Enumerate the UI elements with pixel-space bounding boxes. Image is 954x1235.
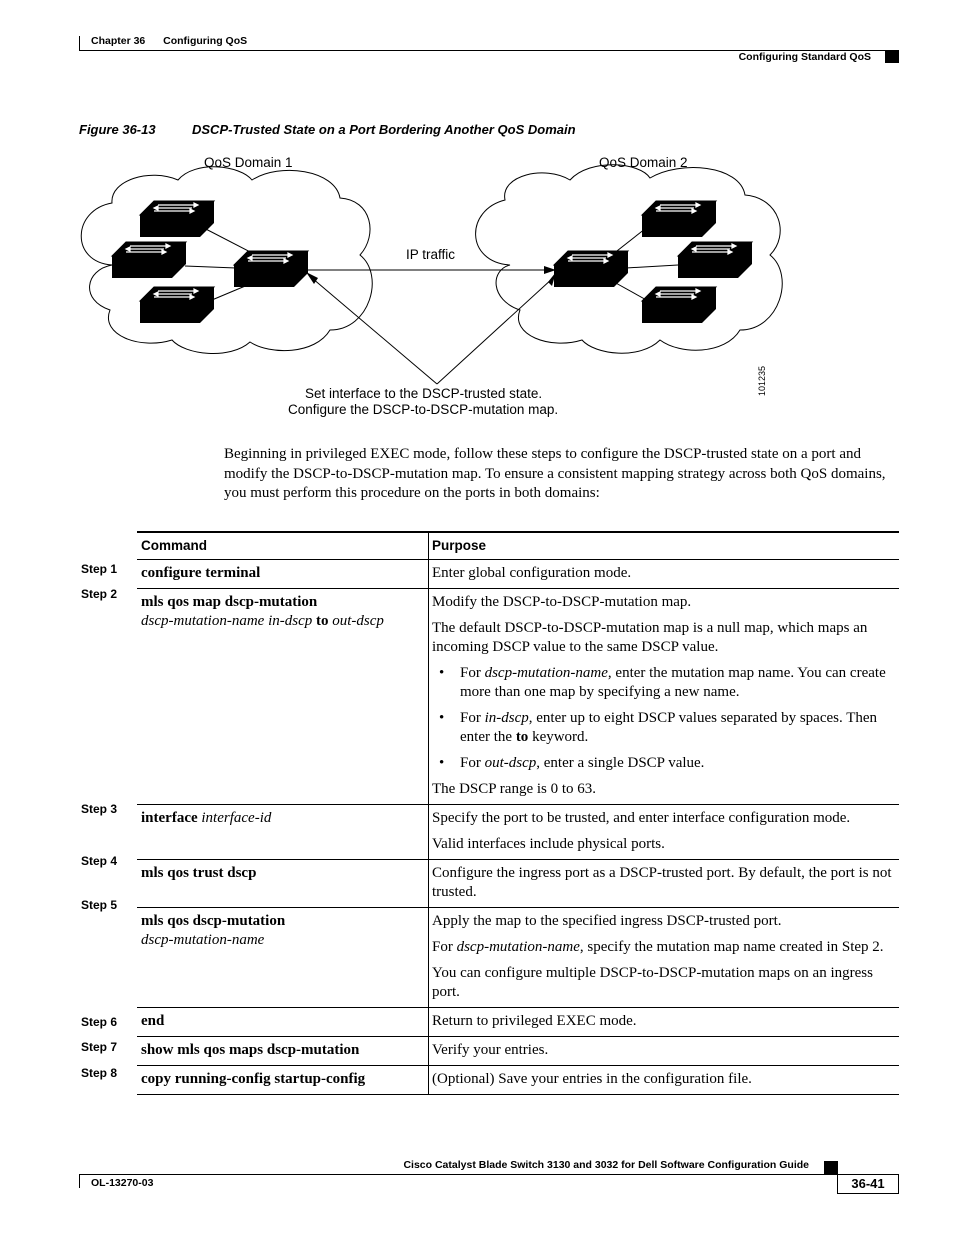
command-text: mls qos trust dscp xyxy=(141,865,257,881)
table-row xyxy=(137,908,899,1008)
purpose-text: Modify the DSCP-to-DSCP-mutation map. xyxy=(432,594,692,610)
figure-number: Figure 36-13 xyxy=(79,122,156,137)
bullet-list xyxy=(432,664,895,773)
column-header-command: Command xyxy=(137,532,429,560)
list-item: • For in-dscp, enter up to eight DSCP values separated by spaces. Then enter the to keyword. xyxy=(432,709,895,747)
purpose-text: Valid interfaces include physical ports. xyxy=(432,836,665,852)
table-row xyxy=(137,805,899,860)
purpose-text: Apply the map to the specified ingress DSCP-trusted port. xyxy=(432,913,782,929)
domain-1-label: QoS Domain 1 xyxy=(204,155,293,170)
purpose-text: For dscp-mutation-name, specify the mutation map name created in Step 2. xyxy=(432,939,884,955)
footer-left-bar xyxy=(79,1174,80,1188)
step-label: Step 3 xyxy=(81,802,118,816)
steps-table xyxy=(137,531,899,1095)
purpose-text: Enter global configuration mode. xyxy=(432,565,632,581)
step-label: Step 1 xyxy=(81,562,118,576)
callout-line-1: Set interface to the DSCP-trusted state. xyxy=(305,386,543,401)
chapter-number: Chapter 36 xyxy=(91,35,146,47)
footer-doc-number: OL-13270-03 xyxy=(91,1177,154,1189)
step-label: Step 5 xyxy=(81,898,118,912)
step-label: Step 4 xyxy=(81,854,118,868)
table-row xyxy=(137,589,899,805)
intro-paragraph: Beginning in privileged EXEC mode, follow these steps to configure the DSCP-trusted state on a port and modify the DSCP-to-DSCP-mutation map. To ensure a consistent mapping strategy across both QoS domains, you must perform this procedure on the ports in both domains: xyxy=(224,446,886,501)
command-arg: out-dscp xyxy=(332,613,384,629)
purpose-text: The default DSCP-to-DSCP-mutation map is a null map, which maps an incoming DSCP value to the same DSCP value. xyxy=(432,620,868,655)
command-text: end xyxy=(141,1013,165,1029)
purpose-text: Specify the port to be trusted, and enter interface configuration mode. xyxy=(432,810,851,826)
footer-marker xyxy=(824,1161,838,1174)
table-row xyxy=(137,860,899,908)
table-header-row xyxy=(137,532,899,560)
list-item: • For dscp-mutation-name, enter the mutation map name. You can create more than one map by specifying a new name. xyxy=(432,664,895,702)
command-arg: interface-id xyxy=(201,810,272,826)
footer-guide-title: Cisco Catalyst Blade Switch 3130 and 3032 for Dell Software Configuration Guide xyxy=(403,1159,809,1171)
figure-title: DSCP-Trusted State on a Port Bordering Another QoS Domain xyxy=(192,122,576,137)
command-text: interface xyxy=(141,810,198,826)
column-header-purpose: Purpose xyxy=(429,532,900,560)
command-text: mls qos dscp-mutation xyxy=(141,913,286,929)
list-item: • For out-dscp, enter a single DSCP value. xyxy=(432,754,895,773)
purpose-text: Configure the ingress port as a DSCP-trusted port. By default, the port is not trusted. xyxy=(432,865,892,900)
purpose-text: (Optional) Save your entries in the configuration file. xyxy=(432,1071,752,1087)
art-id: 101235 xyxy=(757,365,767,396)
command-arg: dscp-mutation-name xyxy=(141,613,265,629)
command-text: copy running-config startup-config xyxy=(141,1071,366,1087)
purpose-text: You can configure multiple DSCP-to-DSCP-mutation maps on an ingress port. xyxy=(432,965,873,1000)
network-diagram xyxy=(0,0,954,440)
ip-traffic-label: IP traffic xyxy=(406,247,456,262)
footer-rule xyxy=(79,1174,899,1175)
command-arg: in-dscp xyxy=(268,613,313,629)
callout-line-2: Configure the DSCP-to-DSCP-mutation map. xyxy=(288,402,559,417)
table-row xyxy=(137,560,899,589)
step-label: Step 6 xyxy=(81,1015,118,1029)
command-text: mls qos map dscp-mutation xyxy=(141,594,318,610)
command-text: configure terminal xyxy=(141,565,261,581)
header-section: Configuring Standard QoS xyxy=(738,51,871,63)
table-row xyxy=(137,1037,899,1066)
table-row xyxy=(137,1066,899,1095)
step-label: Step 7 xyxy=(81,1040,118,1054)
command-arg: dscp-mutation-name xyxy=(141,932,265,948)
step-label: Step 8 xyxy=(81,1066,118,1080)
purpose-text: The DSCP range is 0 to 63. xyxy=(432,781,597,797)
domain-2-label: QoS Domain 2 xyxy=(599,155,688,170)
command-text: show mls qos maps dscp-mutation xyxy=(141,1042,360,1058)
step-label: Step 2 xyxy=(81,587,118,601)
chapter-title: Configuring QoS xyxy=(163,35,248,47)
page-number: 36-41 xyxy=(851,1176,885,1191)
purpose-text: Verify your entries. xyxy=(432,1042,549,1058)
command-keyword: to xyxy=(315,613,329,629)
footer-page-box xyxy=(837,1174,899,1194)
table-row xyxy=(137,1008,899,1037)
purpose-text: Return to privileged EXEC mode. xyxy=(432,1013,637,1029)
